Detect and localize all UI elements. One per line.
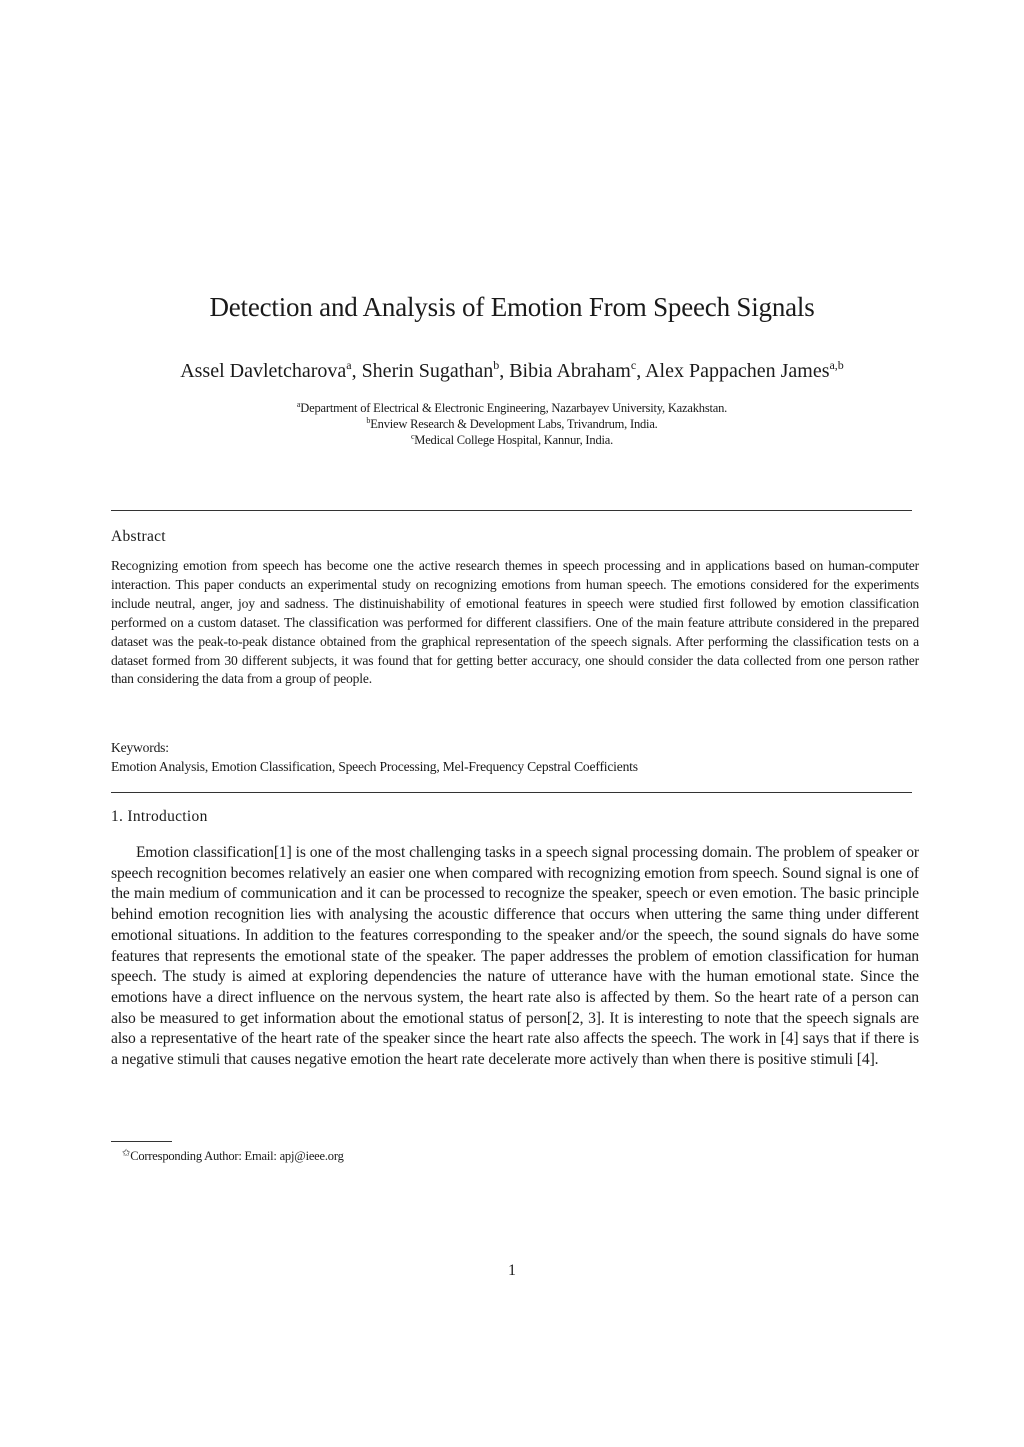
affiliation-text: Medical College Hospital, Kannur, India. — [414, 433, 614, 447]
footnote-text: Corresponding Author: Email: apj@ieee.org — [130, 1149, 344, 1163]
abstract-bottom-rule — [111, 792, 912, 793]
affiliation-a — [0, 401, 1024, 416]
affiliation-c — [0, 433, 1024, 448]
footnote — [122, 1148, 344, 1164]
author-name: Alex Pappachen James — [645, 360, 830, 382]
abstract-heading: Abstract — [111, 528, 166, 545]
footnote-rule — [111, 1141, 172, 1142]
author-affil-mark: b — [493, 358, 500, 372]
affiliation-text: Department of Electrical & Electronic Engineering, Nazarbayev University, Kazakhstan. — [300, 401, 728, 415]
author-separator: , — [499, 360, 510, 382]
affiliation-text: Enview Research & Development Labs, Trivandrum, India. — [370, 417, 658, 431]
affiliation-mark: c — [410, 432, 415, 441]
keywords-list: Emotion Analysis, Emotion Classification, Speech Processing, Mel-Frequency Cepstral Coefficients — [111, 759, 638, 774]
author-affil-mark: a,b — [829, 358, 844, 372]
abstract-body: Recognizing emotion from speech has become one the active research themes in speech processing and in applications based on human-computer interaction. This paper conducts an experimental study on recognizing emotions from human speech. The emotions considered for the experiments include neutral, anger, joy and sadness. The distinuishability of emotional features in speech were studied first followed by emotion classification performed on a custom dataset. The classification was performed for different classifiers. One of the main feature attribute considered in the prepared dataset was the peak-to-peak distance obtained from the graphical representation of the speech signals. After performing the classification tests on a dataset formed from 30 different subjects, it was found that for getting better accuracy, one should consider the data collected from one person rather than considering the data from a group of people. — [111, 558, 919, 687]
author-affil-mark: c — [630, 358, 637, 372]
affiliation-mark: a — [296, 400, 301, 409]
star-icon: ✩ — [122, 1148, 131, 1159]
author-list — [0, 360, 1024, 383]
abstract-top-rule — [111, 510, 912, 511]
author-name: Assel Davletcharova — [180, 360, 347, 382]
section-heading-introduction: 1. Introduction — [111, 808, 208, 825]
author-affil-mark: a — [346, 358, 352, 372]
author-name: Bibia Abraham — [509, 360, 631, 382]
introduction-body: Emotion classification[1] is one of the most challenging tasks in a speech signal processing domain. The problem of speaker or speech recognition becomes relatively an easier one when compared with recognizing emotion from speech. Sound signal is one of the main medium of communication and it can be processed to recognize the speaker, speech or even emotion. The basic principle behind emotion recognition lies with analysing the acoustic difference that occurs when uttering the same thing under different emotional situations. In addition to the features corresponding to the speaker and/or the speech, the sound signals do have some features that represents the emotional state of the speaker. The paper addresses the problem of emotion classification for human speech. The study is aimed at exploring dependencies the nature of utterance have with the human emotional state. Since the emotions have a direct influence on the nervous system, the heart rate also is affected by them. So the heart rate of a person can also be measured to get information about the emotional status of person[2, 3]. It is interesting to note that the speech signals are also a representative of the heart rate of the speaker since the heart rate also affects the speech. The work in [4] says that if there is a negative stimuli that causes negative emotion the heart rate decelerate more actively than when there is positive stimuli [4]. — [111, 844, 919, 1069]
page-number: 1 — [508, 1262, 516, 1279]
author-separator: , — [636, 360, 646, 382]
author-name: Sherin Sugathan — [361, 360, 494, 382]
paper-title: Detection and Analysis of Emotion From Speech Signals — [209, 292, 815, 322]
keywords-label: Keywords: — [111, 740, 169, 755]
author-separator: , — [351, 360, 362, 382]
affiliation-b — [0, 417, 1024, 432]
affiliation-mark: b — [366, 416, 371, 425]
